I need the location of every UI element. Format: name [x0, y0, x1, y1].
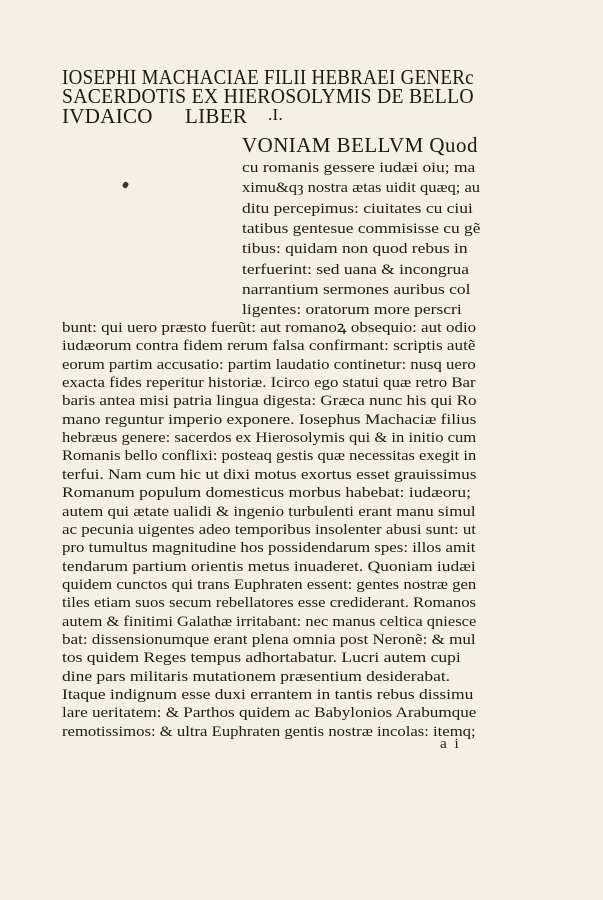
text-line: bat: dissensionumque erant plena omnia post Neronẽ: & mul — [62, 630, 476, 648]
text-line: autem & finitimi Galathæ irritabant: nec manus celtica qniesce — [62, 612, 477, 630]
liber-number: .I. — [268, 105, 284, 124]
text-line: autem qui ætate ualidi & ingenio turbulenti erant manu simul — [62, 502, 476, 520]
text-line: ximu&qȝ nostra ætas uidit quæq; au — [242, 179, 481, 197]
text-line: iudæorum contra fidem rerum falsa confirmant: scriptis autẽ — [62, 337, 476, 355]
text-line: pro tumultus magnitudine hos possidendarum spes: illos amit — [62, 539, 476, 557]
text-line: Romanum populum domesticus morbus habebat: iudæoru; — [62, 484, 471, 502]
title-line-3 — [62, 104, 284, 128]
signature-mark: a i — [440, 735, 461, 752]
text-line: ditu percepimus: ciuitates cu ciui — [242, 199, 473, 217]
title-iudaico: IVDAICO — [62, 104, 153, 128]
text-line: ligentes: oratorum more perscri — [242, 301, 462, 319]
text-line: Itaque indignum esse duxi errantem in tantis rebus dissimu — [62, 686, 474, 703]
text-line: Romanis bello conflixi: posteaq gestis quæ necessitas exegit in — [62, 447, 477, 465]
text-line: tiles etiam suos secum rebellatores esse crediderant. Romanos — [62, 594, 477, 612]
text-line: cu romanis gessere iudæi oiu; ma — [242, 159, 476, 176]
text-line: lare ueritatem: & Parthos quidem ac Babylonios Arabumque — [62, 704, 477, 722]
title-line-1: IOSEPHI MACHACIAE FILII HEBRAEI GENERc — [62, 65, 474, 89]
text-line: exacta fides reperitur historiæ. Icirco ego statui quæ retro Bar — [62, 374, 476, 392]
text-line: terfuerint: sed uana & incongrua — [242, 260, 469, 278]
text-line: remotissimos: & ultra Euphraten gentis nostræ incolas: itemq; — [62, 722, 476, 740]
title-line-2: SACERDOTIS EX HIEROSOLYMIS DE BELLO — [62, 84, 474, 108]
text-line: dine pars militaris mutationem præsentium desiderabat. — [62, 667, 451, 685]
text-line: mano reguntur imperio exponere. Iosephus Machaciæ filius — [62, 410, 477, 428]
text-line: tatibus gentesue commisisse cu gẽ — [242, 219, 481, 237]
text-line: narrantium sermones auribus col — [242, 280, 471, 298]
text-line: baris antea misi patria lingua digesta: Græca nunc his qui Ro — [62, 392, 477, 410]
text-line: bunt: qui uero præsto fuerũt: aut romanoꝝ obsequio: aut odio — [62, 319, 477, 336]
opening-words: VONIAM BELLVM Quod — [242, 133, 478, 157]
text-line: ac pecunia uigentes adeo temporibus insolenter abusi sunt: ut — [62, 520, 476, 538]
ink-mark-decoration — [122, 181, 129, 189]
liber-label: LIBER — [185, 104, 248, 128]
text-line: terfui. Nam cum hic ut dixi motus exortus esset grauissimus — [62, 465, 477, 483]
text-line: hebræus genere: sacerdos ex Hierosolymis qui & in initio cum — [62, 429, 477, 447]
text-line: tibus: quidam non quod rebus in — [242, 240, 468, 258]
text-line: tos quidem Reges tempus adhortabatur. Lucri autem cupi — [62, 649, 461, 667]
text-line: eorum partim accusatio: partim laudatio continetur: nusq uero — [62, 355, 476, 373]
text-line: quidem cunctos qui trans Euphraten essent: gentes nostræ gen — [62, 575, 477, 593]
text-line: tendarum partium orientis metus inuaderet. Quoniam iudæi — [62, 557, 476, 575]
